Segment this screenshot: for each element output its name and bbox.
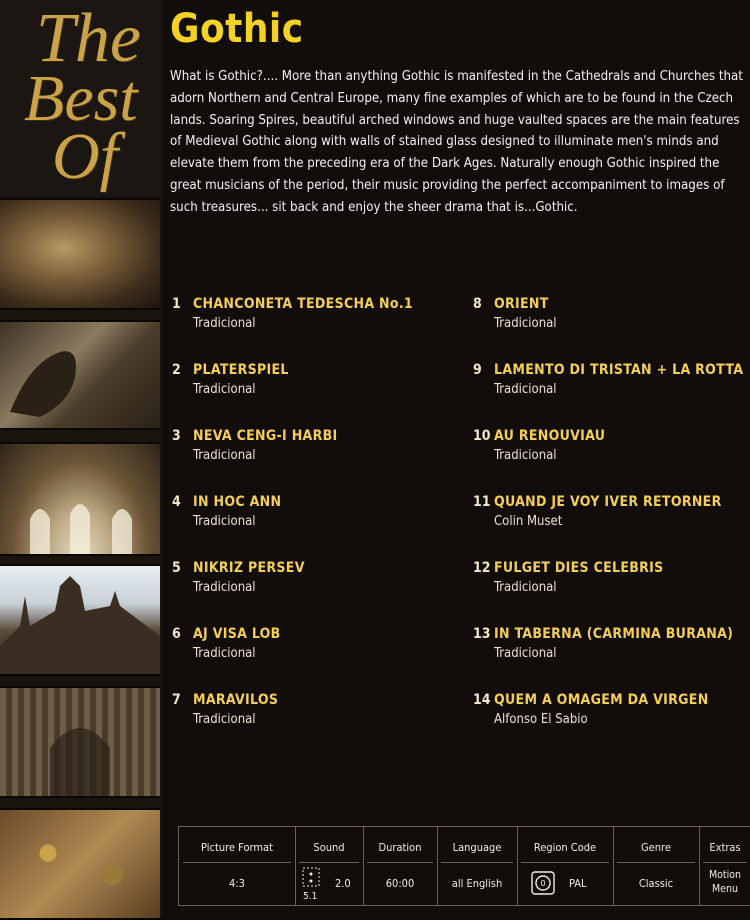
track-number: 3 — [172, 428, 181, 444]
sound-stereo-value: 2.0 — [335, 877, 351, 890]
page-title: Gothic — [170, 6, 304, 52]
track-composer: Tradicional — [193, 382, 256, 397]
track-composer: Tradicional — [193, 448, 256, 463]
track-number: 12 — [473, 560, 491, 576]
svg-text:0: 0 — [540, 879, 546, 888]
track-title: QUAND JE VOY IVER RETORNER — [494, 494, 722, 510]
painted-ceiling-photo — [0, 808, 160, 920]
track-title: PLATERSPIEL — [193, 362, 289, 378]
track-number: 6 — [172, 626, 181, 642]
track-title: NEVA CENG-I HARBI — [193, 428, 338, 444]
logo-word-the: The — [36, 0, 141, 77]
spec-language — [437, 827, 518, 905]
track-title: LAMENTO DI TRISTAN + LA ROTTA — [494, 362, 744, 378]
track-title: NIKRIZ PERSEV — [193, 560, 305, 576]
logo-word-best: Best — [24, 62, 138, 135]
track-composer: Colin Muset — [494, 514, 563, 529]
track-title: FULGET DIES CELEBRIS — [494, 560, 664, 576]
track-number: 1 — [172, 296, 181, 312]
track-number: 14 — [473, 692, 491, 708]
track-title: ORIENT — [494, 296, 549, 312]
track-number: 13 — [473, 626, 491, 642]
spec-label: Duration — [378, 841, 422, 854]
intro-text: What is Gothic?.... More than anything Gothic is manifested in the Cathedrals and Churches that adorn Northern and Central Europe, many fine examples of which are to be found in the Czech lands. Soaring Spires, beautiful arched windows and huge vaulted spaces are the main features of Medieval Gothic along with walls of stained glass designed to illuminate men's minds and elevate them from the preceding era of the Dark Ages. Naturally enough Gothic inspired the great musicians of the period, their music providing the perfect accompaniment to images of such treasures... sit back and enjoy the sheer drama that is...Gothic. — [170, 69, 743, 215]
the-best-of-logo — [0, 0, 162, 196]
track-number: 2 — [172, 362, 181, 378]
track-title: AU RENOUVIAU — [494, 428, 606, 444]
statue-photo — [0, 198, 160, 310]
spec-value-line1: Motion — [708, 869, 742, 881]
spec-label: Language — [452, 841, 502, 854]
track-number: 5 — [172, 560, 181, 576]
dvd-spec-bar — [178, 826, 750, 906]
spec-region-code — [517, 827, 614, 905]
spec-picture-format — [179, 827, 296, 905]
track-composer: Tradicional — [193, 646, 256, 661]
vaulted-interior-photo — [0, 442, 160, 556]
spec-value-line2: Menu — [712, 883, 738, 895]
track-number: 10 — [473, 428, 491, 444]
track-title: IN TABERNA (CARMINA BURANA) — [494, 626, 734, 642]
track-composer: Alfonso El Sabio — [494, 712, 588, 727]
region-value: PAL — [569, 877, 587, 890]
track-number: 11 — [473, 494, 491, 510]
track-number: 7 — [172, 692, 181, 708]
track-number: 4 — [172, 494, 181, 510]
logo-word-of: Of — [52, 120, 118, 193]
spec-value: 4:3 — [229, 877, 245, 890]
track-composer: Tradicional — [494, 316, 557, 331]
track-composer: Tradicional — [193, 712, 256, 727]
track-title: CHANCONETA TEDESCHA No.1 — [193, 296, 413, 312]
spec-label: Extras — [709, 841, 741, 854]
spec-sound — [295, 827, 364, 905]
spec-value: 60:00 — [385, 877, 415, 890]
track-number: 9 — [473, 362, 482, 378]
spec-duration — [363, 827, 438, 905]
gothic-facade-photo — [0, 686, 160, 798]
spec-label: Sound — [313, 841, 345, 854]
spec-value: all English — [451, 877, 503, 890]
track-composer: Tradicional — [494, 580, 557, 595]
spec-label: Picture Format — [201, 841, 273, 854]
track-composer: Tradicional — [193, 580, 256, 595]
track-title: AJ VISA LOB — [193, 626, 281, 642]
spec-label: Genre — [641, 841, 671, 854]
track-title: QUEM A OMAGEM DA VIRGEN — [494, 692, 709, 708]
spec-value: Classic — [638, 877, 674, 890]
track-title: MARAVILOS — [193, 692, 279, 708]
spec-genre — [613, 827, 700, 905]
spec-extras — [699, 827, 750, 905]
track-composer: Tradicional — [494, 382, 557, 397]
region-code-icon — [531, 871, 555, 895]
sound-surround-value: 5.1 — [303, 891, 318, 902]
main-content — [162, 0, 750, 916]
cathedral-exterior-photo — [0, 564, 160, 676]
track-composer: Tradicional — [193, 316, 256, 331]
spec-label: Region Code — [533, 841, 597, 854]
gargoyle-photo — [0, 320, 160, 430]
track-composer: Tradicional — [193, 514, 256, 529]
sidebar — [0, 0, 162, 916]
track-title: IN HOC ANN — [193, 494, 282, 510]
track-number: 8 — [473, 296, 482, 312]
track-composer: Tradicional — [494, 448, 557, 463]
surround-speaker-icon — [301, 867, 321, 889]
track-composer: Tradicional — [494, 646, 557, 661]
